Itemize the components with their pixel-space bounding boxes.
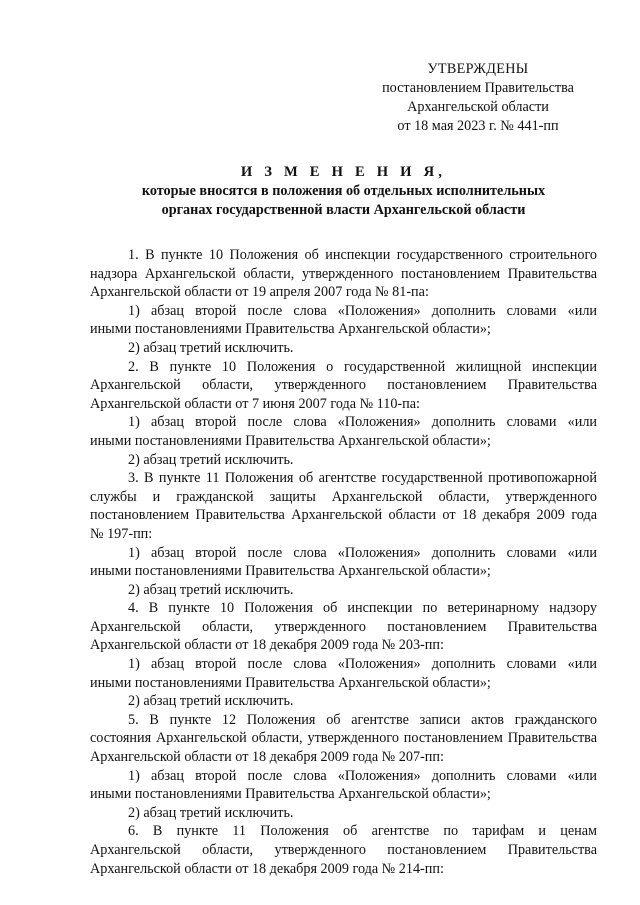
paragraph-line: Архангельской области от 18 декабря 2009 года № 207-пп: xyxy=(90,749,444,766)
paragraph-line: иными постановлениями Правительства Архангельской области»; xyxy=(90,674,491,691)
paragraph-line: 6. В пункте 11 Положения об агентстве по тарифам и ценам xyxy=(128,823,597,840)
paragraph-line: постановлением Правительства Архангельской области от 18 декабря 2009 года xyxy=(90,507,597,524)
paragraph-line: Архангельской области, утвержденного постановлением Правительства xyxy=(90,377,597,394)
paragraph-line: 2) абзац третий исключить. xyxy=(128,804,294,821)
paragraph-line: иными постановлениями Правительства Архангельской области»; xyxy=(90,432,491,449)
paragraph-line: иными постановлениями Правительства Архангельской области»; xyxy=(90,321,491,338)
paragraph-line: надзора Архангельской области, утвержденного постановлением Правительства xyxy=(90,265,597,282)
paragraph-line: иными постановлениями Правительства Архангельской области»; xyxy=(90,563,491,580)
paragraph-line: Архангельской области от 18 декабря 2009 года № 214-пп: xyxy=(90,860,444,877)
paragraph-line: Архангельской области от 18 декабря 2009 года № 203-пп: xyxy=(90,637,444,654)
document-heading xyxy=(90,163,597,220)
paragraph-line: 2. В пункте 10 Положения о государственной жилищной инспекции xyxy=(128,358,597,375)
document-subtitle-line: органах государственной власти Архангельской области xyxy=(161,202,526,218)
approval-date-number: от 18 мая 2023 г. № 441-пп xyxy=(397,118,559,134)
paragraph-line: 1) абзац второй после слова «Положения» дополнить словами «или xyxy=(128,656,597,673)
document-title: И З М Е Н Е Н И Я, xyxy=(240,164,447,180)
paragraph-line: 4. В пункте 10 Положения об инспекции по ветеринарному надзору xyxy=(128,600,597,617)
paragraph-line: Архангельской области, утвержденного постановлением Правительства xyxy=(90,842,597,858)
paragraph-line: 2) абзац третий исключить. xyxy=(128,693,294,710)
paragraph-line: 2) абзац третий исключить. xyxy=(128,581,294,598)
paragraph-line: состояния Архангельской области, утвержденного постановлением Правительства xyxy=(90,730,597,747)
paragraph-line: 5. В пункте 12 Положения об агентстве записи актов гражданского xyxy=(128,711,597,728)
paragraph-line: Архангельской области, утвержденного постановлением Правительства xyxy=(90,618,597,635)
approval-line: Архангельской области xyxy=(407,99,549,115)
paragraph-line: 1) абзац второй после слова «Положения» дополнить словами «или xyxy=(128,767,597,784)
paragraph-line: 1) абзац второй после слова «Положения» дополнить словами «или xyxy=(128,544,597,561)
paragraph-line: 1) абзац второй после слова «Положения» дополнить словами «или xyxy=(128,302,597,319)
approval-line: постановлением Правительства xyxy=(382,80,574,96)
paragraph-line: № 197-пп: xyxy=(90,525,153,542)
approval-title: УТВЕРЖДЕНЫ xyxy=(427,61,529,77)
document-body xyxy=(90,246,597,878)
paragraph-line: 2) абзац третий исключить. xyxy=(128,339,294,356)
paragraph-line: 1) абзац второй после слова «Положения» дополнить словами «или xyxy=(128,414,597,431)
paragraph-line: 2) абзац третий исключить. xyxy=(128,451,294,468)
paragraph-line: 3. В пункте 11 Положения об агентстве государственной противопожарной xyxy=(128,470,597,487)
paragraph-line: 1. В пункте 10 Положения об инспекции государственного строительного xyxy=(128,247,597,263)
paragraph-line: службы и гражданской защиты Архангельской области, утвержденного xyxy=(90,488,597,505)
paragraph-line: иными постановлениями Правительства Архангельской области»; xyxy=(90,786,491,803)
document-subtitle-line: которые вносятся в положения об отдельных исполнительных xyxy=(141,183,546,199)
paragraph-line: Архангельской области от 19 апреля 2007 года № 81-па: xyxy=(90,284,429,301)
approval-stamp xyxy=(360,60,596,136)
paragraph-line: Архангельской области от 7 июня 2007 года № 110-па: xyxy=(90,395,420,412)
